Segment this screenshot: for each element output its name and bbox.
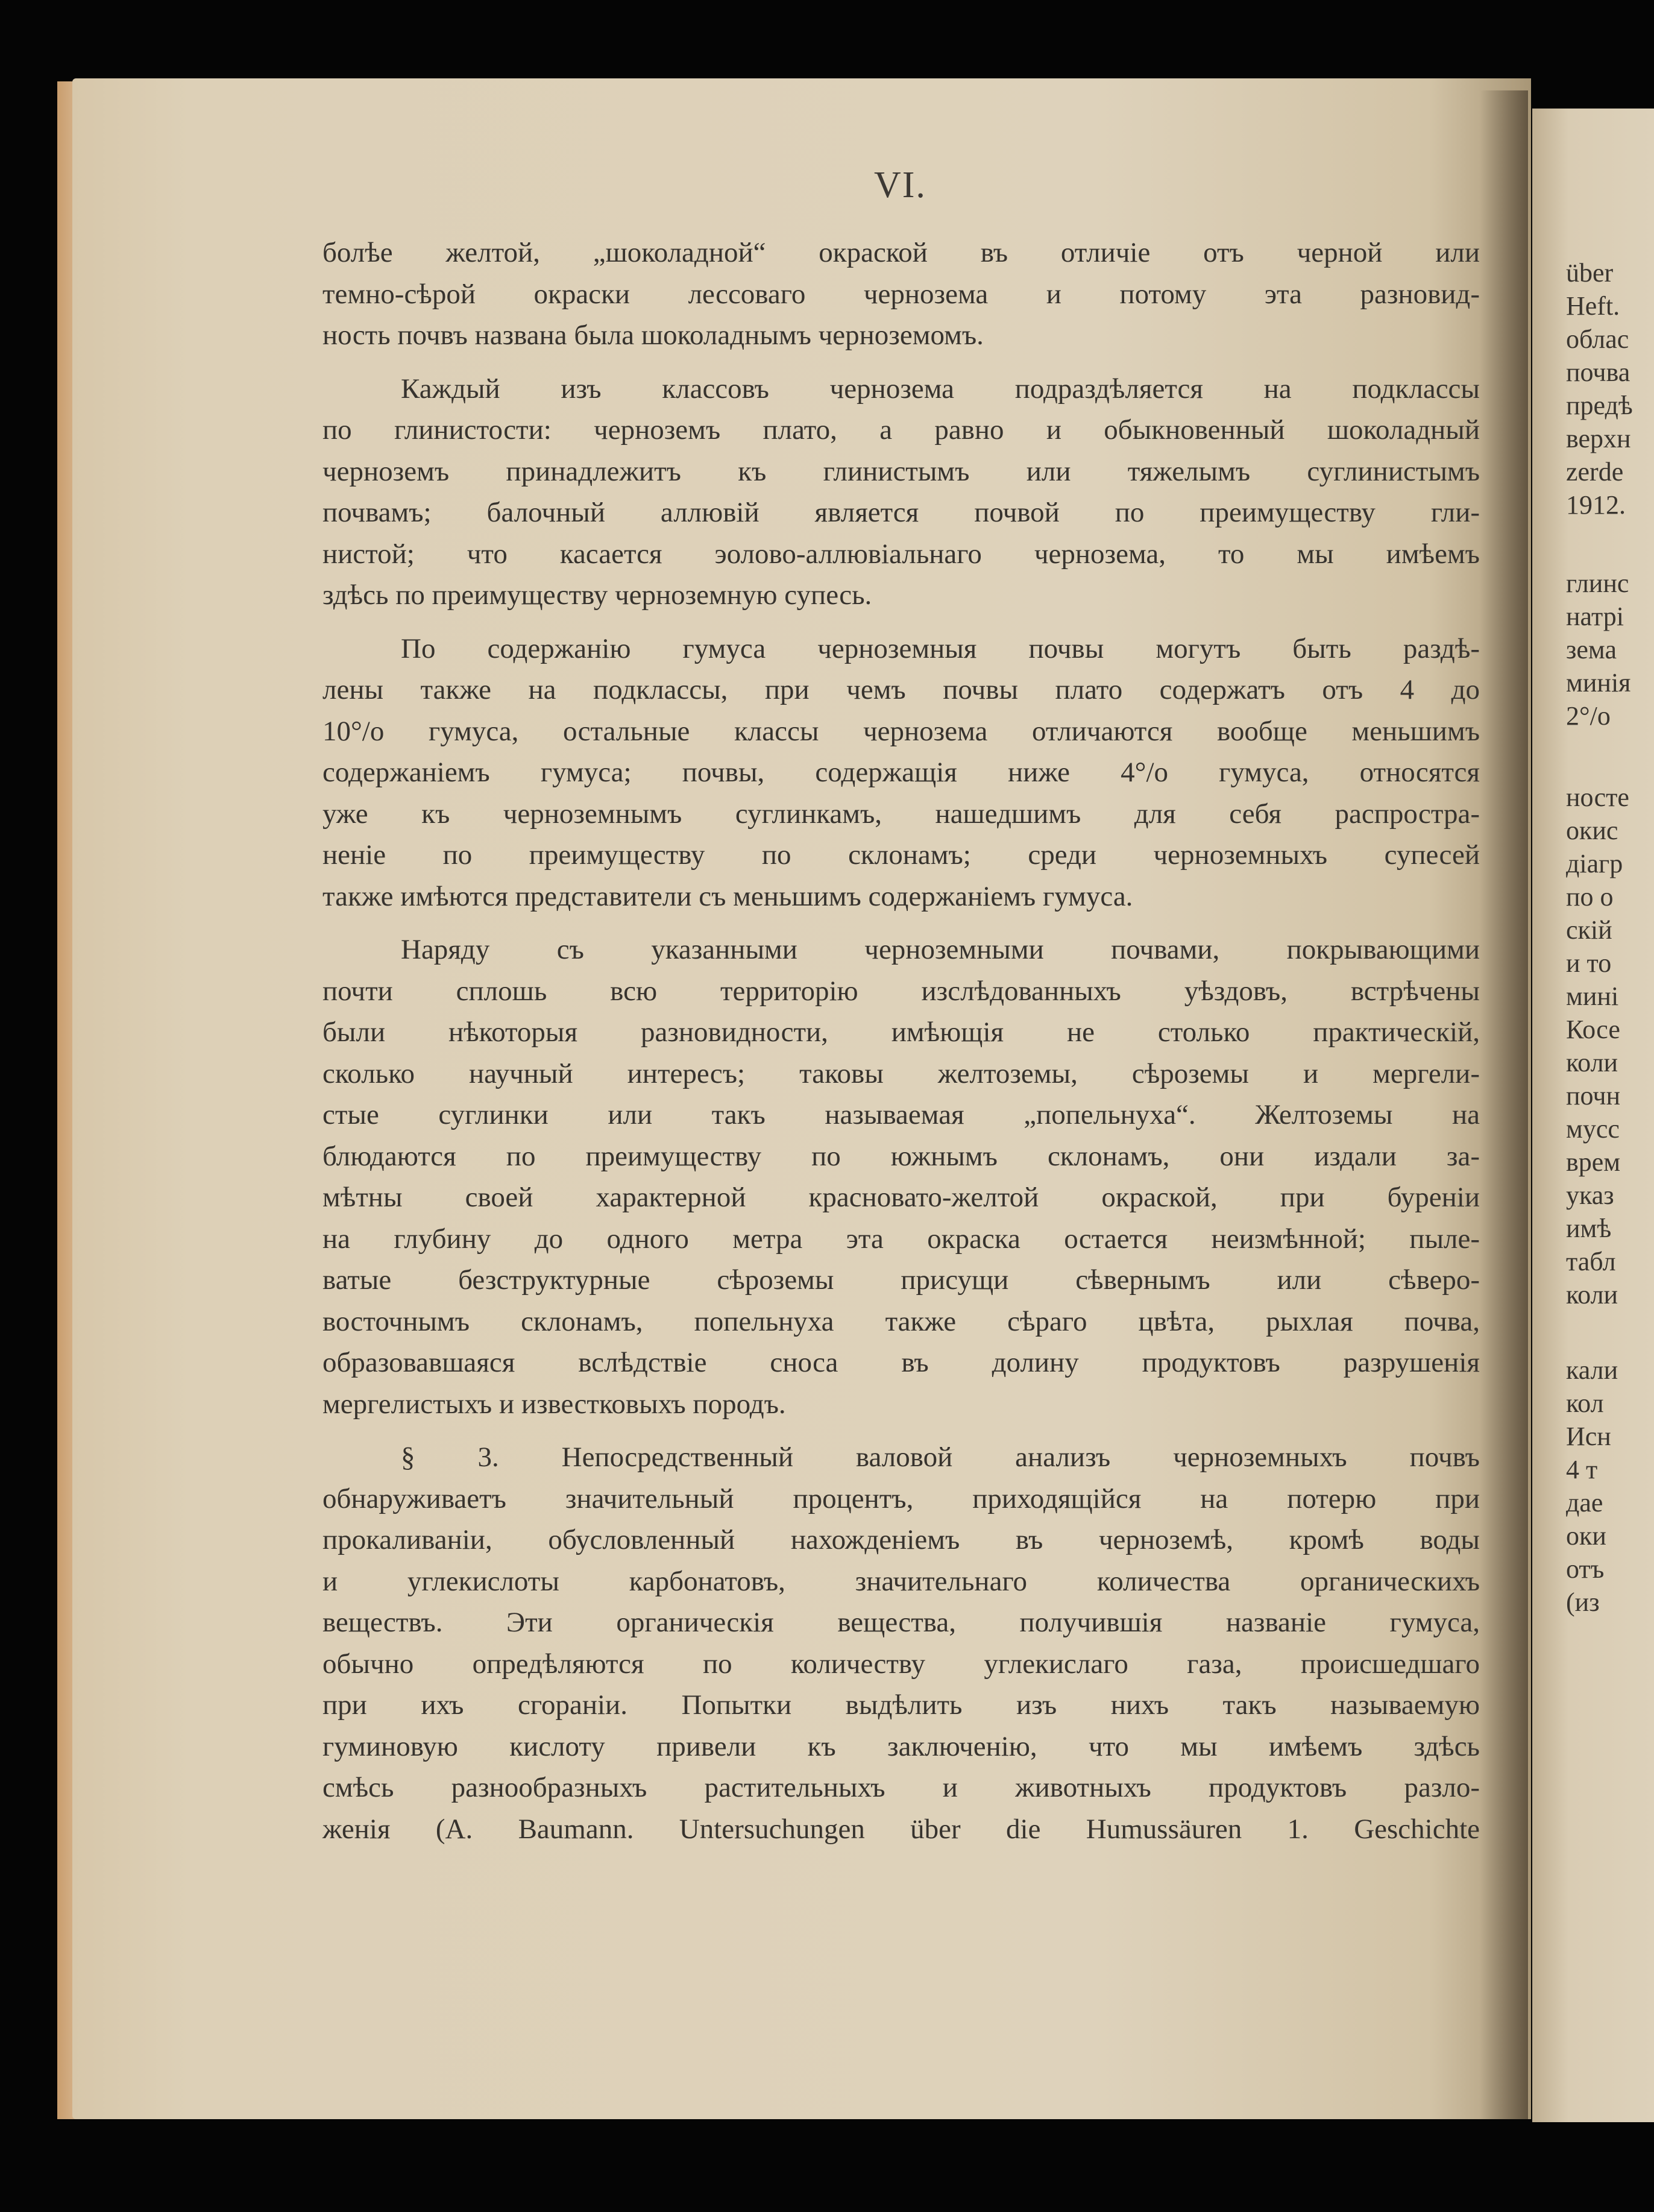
facing-page-fragment: коли <box>1566 1048 1618 1077</box>
text-line: на глубину до одного метра эта окраска остается неизмѣнной; пыле- <box>322 1223 1480 1255</box>
facing-page-fragment: почн <box>1566 1081 1621 1111</box>
facing-page-fragment: верхн <box>1566 424 1631 453</box>
facing-page-fragment: зема <box>1566 635 1617 664</box>
facing-page-fragment: кали <box>1566 1355 1618 1385</box>
text-line: болѣе желтой, „шоколадной“ окраской въ отличіе отъ черной или <box>322 237 1480 268</box>
facing-page-fragment: носте <box>1566 783 1629 812</box>
text-line: восточнымъ склонамъ, попельнуха также сѣраго цвѣта, рыхлая почва, <box>322 1305 1480 1337</box>
facing-page-fragment: Исн <box>1566 1422 1611 1451</box>
facing-page-fragment: и то <box>1566 948 1612 978</box>
text-line: здѣсь по преимуществу черноземную супесь. <box>322 579 872 611</box>
text-line: почти сплошь всю территорію изслѣдованныхъ уѣздовъ, встрѣчены <box>322 975 1480 1007</box>
paragraph <box>322 628 1480 918</box>
facing-page-fragment: врем <box>1566 1147 1621 1177</box>
text-line: нистой; что касается эолово-аллювіальнаго чернозема, то мы имѣемъ <box>322 538 1480 570</box>
text-line: обнаруживаетъ значительный процентъ, приходящійся на потерю при <box>322 1483 1480 1514</box>
facing-page-fragment: über <box>1566 258 1614 288</box>
text-line: ность почвъ названа была шоколаднымъ черноземомъ. <box>322 320 984 351</box>
page-number: VI. <box>874 165 926 206</box>
text-line: Наряду съ указанными черноземными почвами, покрывающими <box>401 934 1480 965</box>
facing-page-fragment: окис <box>1566 816 1618 845</box>
text-line: также имѣются представители съ меньшимъ содержаніемъ гумуса. <box>322 880 1133 912</box>
text-line: черноземъ принадлежитъ къ глинистымъ или тяжелымъ суглинистымъ <box>322 455 1480 487</box>
facing-page-fragment: минія <box>1566 668 1631 698</box>
text-line: По содержанію гумуса черноземныя почвы могутъ быть раздѣ- <box>401 632 1480 664</box>
facing-page-fragment: дае <box>1566 1488 1603 1517</box>
text-line: по глинистости: черноземъ плато, а равно и обыкновенный шоколадный <box>322 414 1480 446</box>
text-line: стые суглинки или такъ называемая „попельнуха“. Желтоземы на <box>322 1099 1480 1130</box>
facing-page-fragment: (из <box>1566 1587 1600 1617</box>
text-line: обычно опредѣляются по количеству углекислаго газа, происшедшаго <box>322 1648 1480 1680</box>
facing-page-fragment: по о <box>1566 882 1614 912</box>
paragraph <box>322 929 1480 1425</box>
text-line: смѣсь разнообразныхъ растительныхъ и животныхъ продуктовъ разло- <box>322 1772 1480 1803</box>
facing-page-fragment: глинс <box>1566 569 1629 598</box>
text-line: ватые безструктурные сѣроземы присущи сѣвернымъ или сѣверо- <box>322 1264 1480 1296</box>
text-line: § 3. Непосредственный валовой анализъ черноземныхъ почвъ <box>401 1442 1480 1473</box>
paragraph <box>322 368 1480 616</box>
text-line: гуминовую кислоту привели къ заключенію, что мы имѣемъ здѣсь <box>322 1730 1480 1762</box>
text-line: женія (A. Baumann. Untersuchungen über die Humussäuren 1. Geschichte <box>322 1813 1480 1845</box>
text-line: темно-сѣрой окраски лессоваго чернозема и потому эта разновид- <box>322 278 1480 310</box>
paragraph <box>322 1437 1480 1850</box>
facing-page-fragment: табл <box>1566 1247 1616 1276</box>
facing-page-fragment: 1912. <box>1566 490 1626 520</box>
text-line: лены также на подклассы, при чемъ почвы плато содержатъ отъ 4 до <box>322 674 1480 705</box>
facing-page-fragment: облас <box>1566 324 1629 354</box>
paragraph <box>322 232 1480 356</box>
facing-page-fragment: скій <box>1566 915 1612 945</box>
facing-page-fragment: почва <box>1566 358 1630 387</box>
text-line: мѣтны своей характерной красновато-желтой окраской, при буреніи <box>322 1182 1480 1213</box>
text-line: и углекислоты карбонатовъ, значительнаго количества органическихъ <box>322 1565 1480 1597</box>
facing-page-fragment: имѣ <box>1566 1214 1612 1243</box>
text-line: 10°/o гумуса, остальные классы чернозема отличаются вообще меньшимъ <box>322 715 1480 747</box>
text-line: Каждый изъ классовъ чернозема подраздѣляется на подклассы <box>401 373 1480 405</box>
text-line: были нѣкоторыя разновидности, имѣющія не столько практическій, <box>322 1016 1480 1048</box>
text-line: почвамъ; балочный аллювій является почвой по преимуществу гли- <box>322 497 1480 528</box>
facing-page-fragment: мині <box>1566 982 1619 1011</box>
text-line: веществъ. Эти органическія вещества, получившія названіе гумуса, <box>322 1607 1480 1638</box>
facing-page-fragment: 2°/o <box>1566 701 1611 731</box>
text-line: уже къ черноземнымъ суглинкамъ, нашедшимъ для себя распростра- <box>322 798 1480 830</box>
facing-page-fragment: Heft. <box>1566 291 1620 321</box>
facing-page-fragment: натрі <box>1566 602 1624 631</box>
facing-page-fragment: оки <box>1566 1521 1606 1551</box>
book-gutter <box>1480 90 1528 2119</box>
text-line: сколько научный интересъ; таковы желтоземы, сѣроземы и мергели- <box>322 1057 1480 1089</box>
text-line: образовавшаяся вслѣдствіе сноса въ долину продуктовъ разрушенія <box>322 1347 1480 1378</box>
facing-page-fragment: предѣ <box>1566 391 1633 420</box>
facing-page-fragment: Косе <box>1566 1015 1620 1044</box>
text-line: прокаливаніи, обусловленный нахожденіемъ въ черноземѣ, кромѣ воды <box>322 1524 1480 1555</box>
facing-page-fragment: коли <box>1566 1280 1618 1309</box>
facing-page-fragment: діагр <box>1566 849 1623 878</box>
facing-page-fragment: 4 т <box>1566 1455 1598 1484</box>
body-text <box>322 232 1480 1862</box>
text-line: мергелистыхъ и известковыхъ породъ. <box>322 1388 786 1420</box>
facing-page-fragment: указ <box>1566 1180 1614 1210</box>
text-line: неніе по преимуществу по склонамъ; среди черноземныхъ супесей <box>322 839 1480 871</box>
facing-page-fragment: zerde <box>1566 457 1624 487</box>
facing-page <box>1532 109 1654 2122</box>
facing-page-fragment: кол <box>1566 1388 1604 1418</box>
text-line: блюдаются по преимуществу по южнымъ склонамъ, они издали за- <box>322 1140 1480 1172</box>
text-line: содержаніемъ гумуса; почвы, содержащія ниже 4°/o гумуса, относятся <box>322 757 1480 788</box>
facing-page-fragment: мусс <box>1566 1114 1620 1144</box>
text-line: при ихъ сгораніи. Попытки выдѣлить изъ нихъ такъ называемую <box>322 1689 1480 1721</box>
facing-page-fragment: отъ <box>1566 1554 1605 1584</box>
